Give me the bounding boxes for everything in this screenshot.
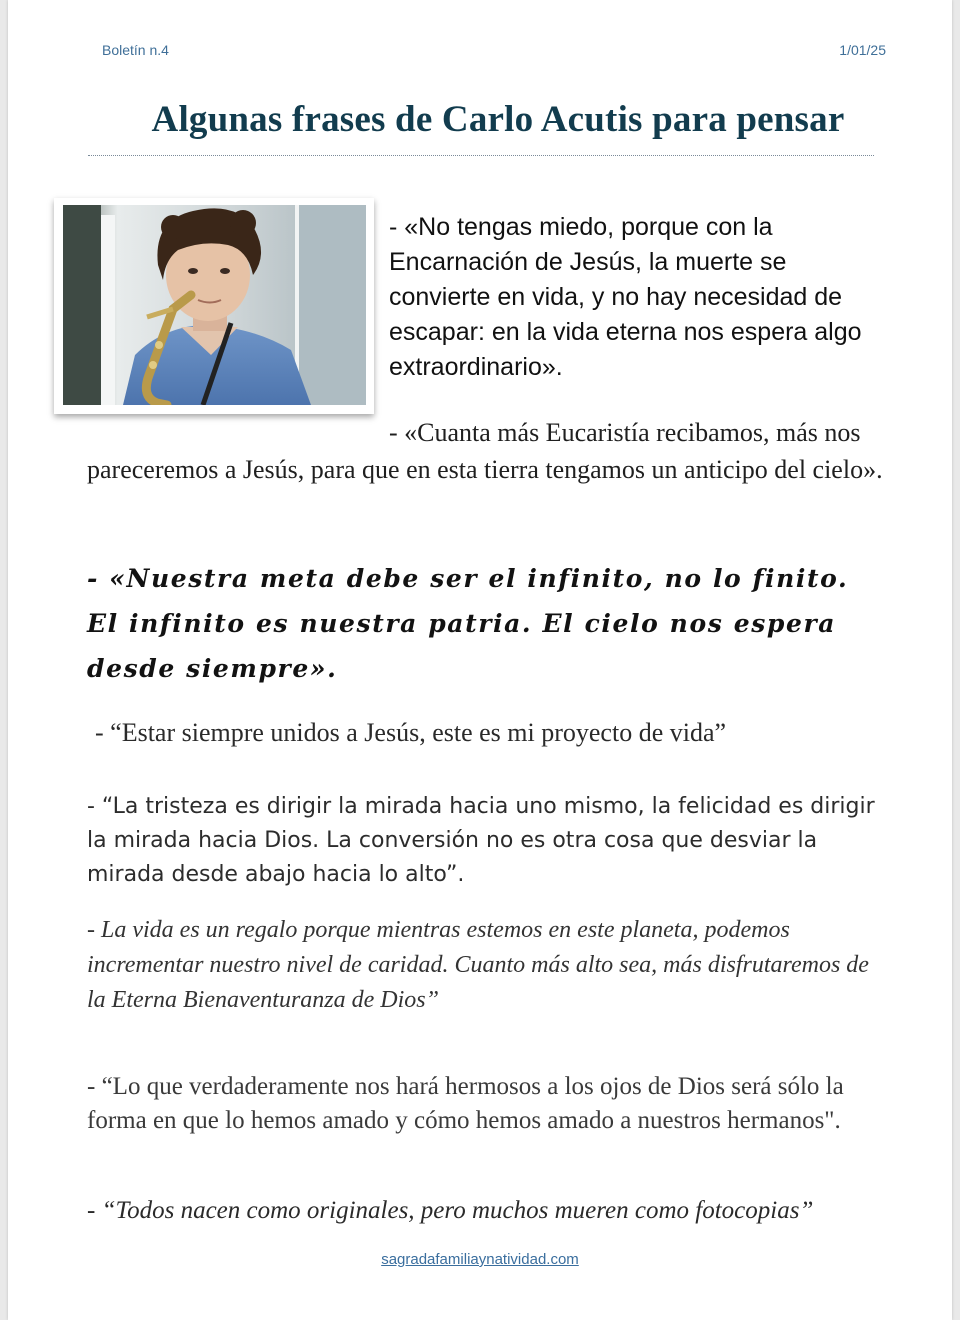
quote-beauty: - “Lo que verdaderamente nos hará hermosos a los ojos de Dios será sólo la forma en que lo hemos amado y cómo hemos amado a nuestros hermanos". bbox=[87, 1073, 844, 1134]
bulletin-number: Boletín n.4 bbox=[102, 42, 169, 58]
bulletin-date: 1/01/25 bbox=[839, 42, 886, 58]
portrait-image bbox=[63, 205, 366, 405]
quote-life-gift: - La vida es un regalo porque mientras estemos en este planeta, podemos incrementar nuestro nivel de caridad. Cuanto más alto sea, más disfrutaremos de la Eterna Bienaventuranza de Dios” bbox=[87, 917, 869, 1013]
quote-sadness: - “La tristeza es dirigir la mirada hacia uno mismo, la felicidad es dirigir la mirada hacia Dios. La conversión no es otra cosa que desviar la mirada desde abajo hacia lo alto”. bbox=[87, 794, 875, 887]
quote-infinity: - «Nuestra meta debe ser el infinito, no lo finito. El infinito es nuestra patria. El cielo nos espera desde siempre». bbox=[87, 564, 849, 683]
bulletin-page bbox=[8, 0, 952, 1320]
quote-originals: - “Todos nacen como originales, pero muchos mueren como fotocopias” bbox=[87, 1197, 814, 1224]
quote-eucharist: - «Cuanta más Eucaristía recibamos, más nos pareceremos a Jesús, para que en esta tierra tengamos un anticipo del cielo». bbox=[87, 418, 883, 484]
title-divider bbox=[88, 155, 874, 156]
quote-fear: - «No tengas miedo, porque con la Encarnación de Jesús, la muerte se convierte en vida, y no hay necesidad de escapar: en la vida eterna nos espera algo extraordinario». bbox=[389, 213, 862, 381]
page-title: Algunas frases de Carlo Acutis para pensar bbox=[151, 99, 845, 140]
website-link[interactable]: sagradafamiliaynatividad.com bbox=[381, 1251, 579, 1268]
portrait-photo bbox=[54, 198, 374, 414]
quote-life-project: - “Estar siempre unidos a Jesús, este es mi proyecto de vida” bbox=[95, 718, 727, 747]
